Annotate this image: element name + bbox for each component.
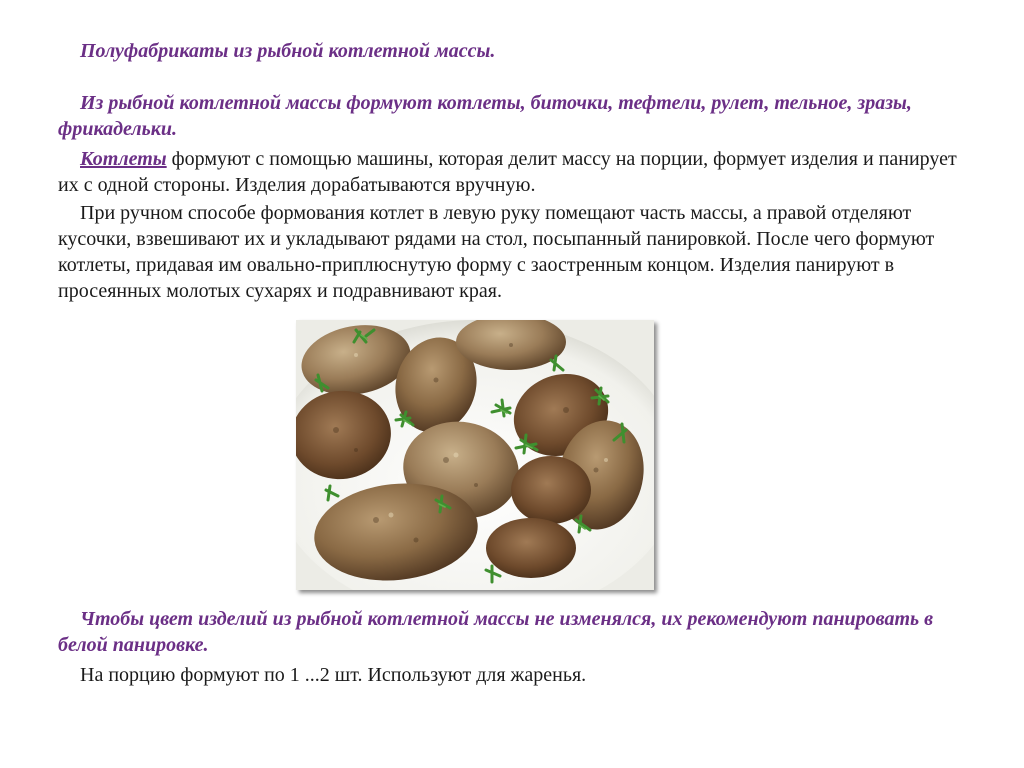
machine-forming-paragraph: [58, 146, 978, 198]
manual-forming-paragraph: При ручном способе формования котлет в левую руку помещают часть массы, а правой отделяют кусочки, взвешивают их и укладывают рядами на стол, посыпанный панировкой. После чего формуют котлеты, придавая им овально-приплюснутую форму с заостренным концом. Изделия панируют в просеянных молотых сухарях и подравнивают края.: [58, 202, 935, 302]
fish-cutlets-photo: [296, 320, 654, 590]
fish-cutlets-illustration: [296, 320, 654, 590]
machine-forming-text: формуют с помощью машины, которая делит массу на порции, формует изделия и панирует их с одной стороны. Изделия дорабатываются вручную.: [58, 148, 957, 196]
intro-paragraph: Из рыбной котлетной массы формуют котлеты, биточки, тефтели, рулет, тельное, зразы, фрикадельки.: [58, 92, 912, 140]
white-breading-note: Чтобы цвет изделий из рыбной котлетной массы не изменялся, их рекомендуют панировать в белой панировке.: [58, 608, 934, 656]
page-title: Полуфабрикаты из рыбной котлетной массы.: [80, 40, 496, 62]
portion-paragraph: На порцию формуют по 1 ...2 шт. Используют для жаренья.: [80, 664, 587, 686]
cutlets-term-link[interactable]: Котлеты: [80, 148, 167, 170]
